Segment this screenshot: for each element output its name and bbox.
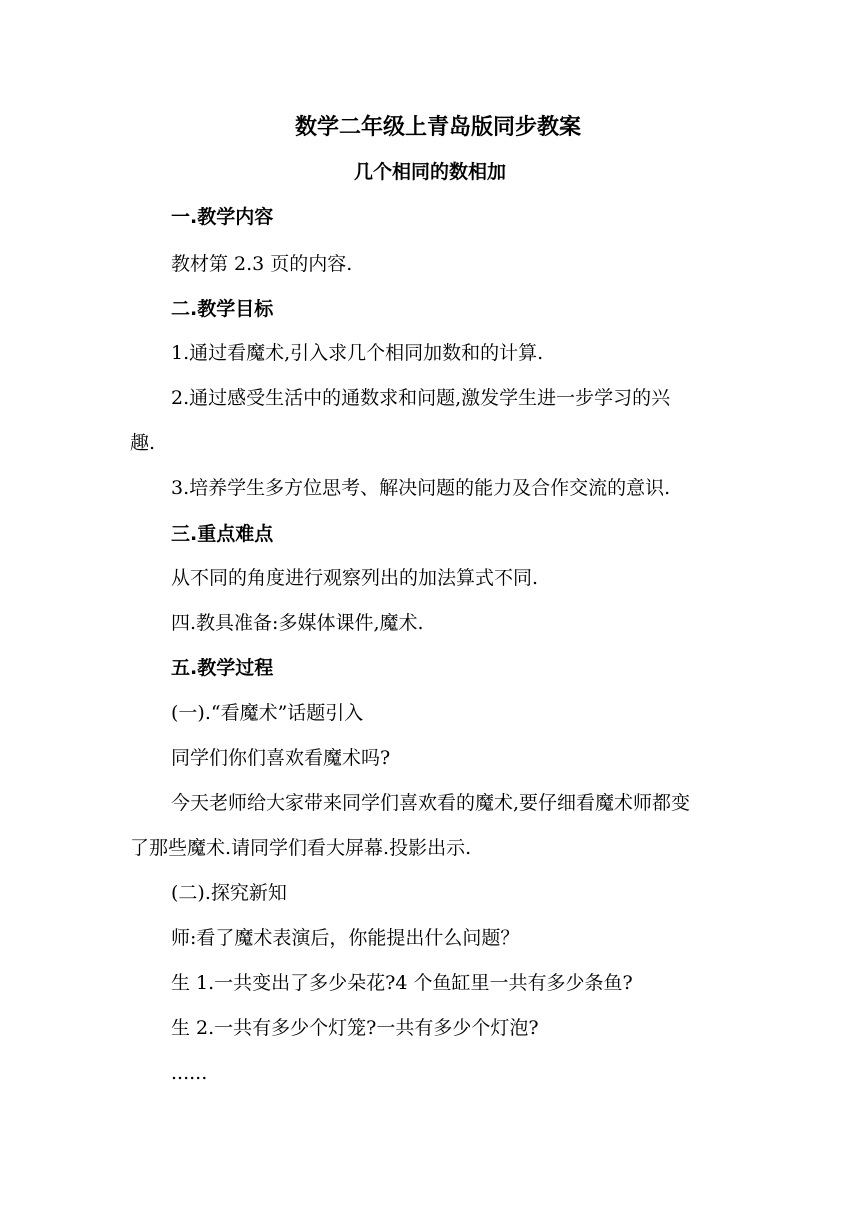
process-teacher-line: 师:看了魔术表演后，你能提出什么问题？ [171,927,520,949]
process-student-2-line: 生 2.一共有多少个灯笼?一共有多少个灯泡? [171,1017,539,1039]
paragraph-textbook-pages: 教材第 2.3 页的内容. [171,253,353,275]
paragraph-teaching-aids: 四.教具准备:多媒体课件,魔术. [171,612,424,634]
section-heading-key-points: 三.重点难点 [171,523,274,545]
document-subtitle: 几个相同的数相加 [353,161,506,183]
section-heading-teaching-goals: 二.教学目标 [171,298,274,320]
goal-item-2-line-2: 趣. [130,432,156,454]
paragraph-key-points: 从不同的角度进行观察列出的加法算式不同. [171,567,539,589]
process-ellipsis: ...... [171,1062,208,1084]
process-paragraph-line-2: 了那些魔术.请同学们看大屏幕.投影出示. [130,837,472,859]
process-step-2: (二).探究新知 [171,882,287,904]
process-paragraph-line-1: 今天老师给大家带来同学们喜欢看的魔术,要仔细看魔术师都变 [171,792,691,814]
process-student-1-line: 生 1.一共变出了多少朵花?4 个鱼缸里一共有多少条鱼? [171,972,633,994]
section-heading-teaching-content: 一.教学内容 [171,206,274,228]
goal-item-3: 3.培养学生多方位思考、解决问题的能力及合作交流的意识. [171,477,671,499]
goal-item-2-line-1: 2.通过感受生活中的通数求和问题,激发学生进一步学习的兴 [171,387,671,409]
document-title: 数学二年级上青岛版同步教案 [294,115,581,140]
goal-item-1: 1.通过看魔术,引入求几个相同加数和的计算. [171,342,544,364]
section-heading-teaching-process: 五.教学过程 [171,657,274,679]
process-step-1: (一).“看魔术”话题引入 [171,702,364,724]
process-question-1: 同学们你们喜欢看魔术吗? [171,747,391,769]
